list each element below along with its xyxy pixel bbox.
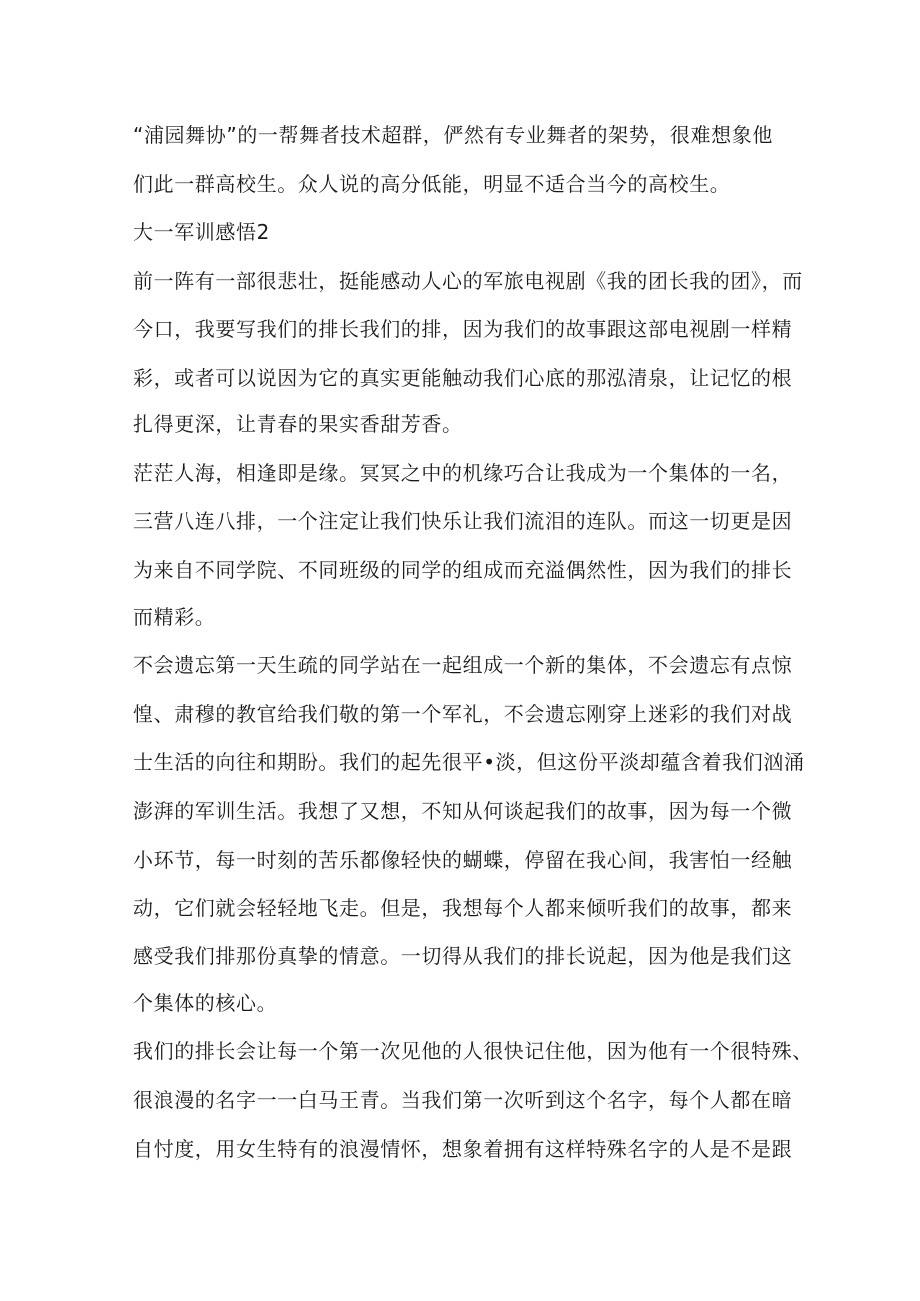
text-line: 前一阵有一部很悲壮，挺能感动人心的军旅电视剧《我的团长我的团》，而 (133, 269, 803, 293)
text-line: 茫茫人海，相逢即是缘。冥冥之中的机缘巧合让我成为一个集体的一名， (133, 461, 793, 485)
text-line: 而精彩。 (133, 605, 216, 629)
text-line: 扎得更深，让青春的果实香甜芳香。 (133, 412, 463, 436)
section-heading: 大一军训感悟2 (133, 220, 270, 244)
text-line: 自忖度，用女生特有的浪漫情怀，想象着拥有这样特殊名字的人是不是跟 (133, 1137, 793, 1161)
text-line: 小环节，每一时刻的苦乐都像轻快的蝴蝶，停留在我心间，我害怕一经触 (133, 848, 793, 872)
text-line: 三营八连八排，一个注定让我们快乐让我们流泪的连队。而这一切更是因 (133, 509, 793, 533)
text-line: “浦园舞协”的一帮舞者技术超群，俨然有专业舞者的架势，很难想象他 (133, 123, 773, 147)
text-line: 们此一群高校生。众人说的高分低能，明显不适合当今的高校生。 (133, 172, 731, 196)
text-line: 惶、肃穆的教官给我们敬的第一个军礼，不会遗忘刚穿上迷彩的我们对战 (133, 702, 793, 726)
text-line: 今口，我要写我们的排长我们的排，因为我们的故事跟这部电视剧一样精 (133, 317, 793, 341)
text-line: 不会遗忘第一天生疏的同学站在一起组成一个新的集体，不会遗忘有点惊 (133, 653, 793, 677)
text-line: 士生活的向往和期盼。我们的起先很平•淡，但这份平淡却蕴含着我们汹涌 (133, 750, 805, 774)
text-line: 动，它们就会轻轻地飞走。但是，我想每个人都来倾听我们的故事，都来 (133, 896, 793, 920)
text-line: 个集体的核心。 (133, 991, 278, 1015)
text-line: 为来自不同学院、不同班级的同学的组成而充溢偶然性，因为我们的排长 (133, 558, 793, 582)
text-line: 我们的排长会让每一个第一次见他的人很快记住他，因为他有一个很特殊、 (133, 1039, 813, 1063)
text-line: 澎湃的军训生活。我想了又想，不知从何谈起我们的故事，因为每一个微 (133, 799, 793, 823)
text-line: 感受我们排那份真挚的情意。一切得从我们的排长说起，因为他是我们这 (133, 944, 793, 968)
text-line: 彩，或者可以说因为它的真实更能触动我们心底的那泓清泉，让记忆的根 (133, 366, 793, 390)
text-line: 很浪漫的名字一一白马王青。当我们第一次听到这个名字，每个人都在暗 (133, 1088, 793, 1112)
